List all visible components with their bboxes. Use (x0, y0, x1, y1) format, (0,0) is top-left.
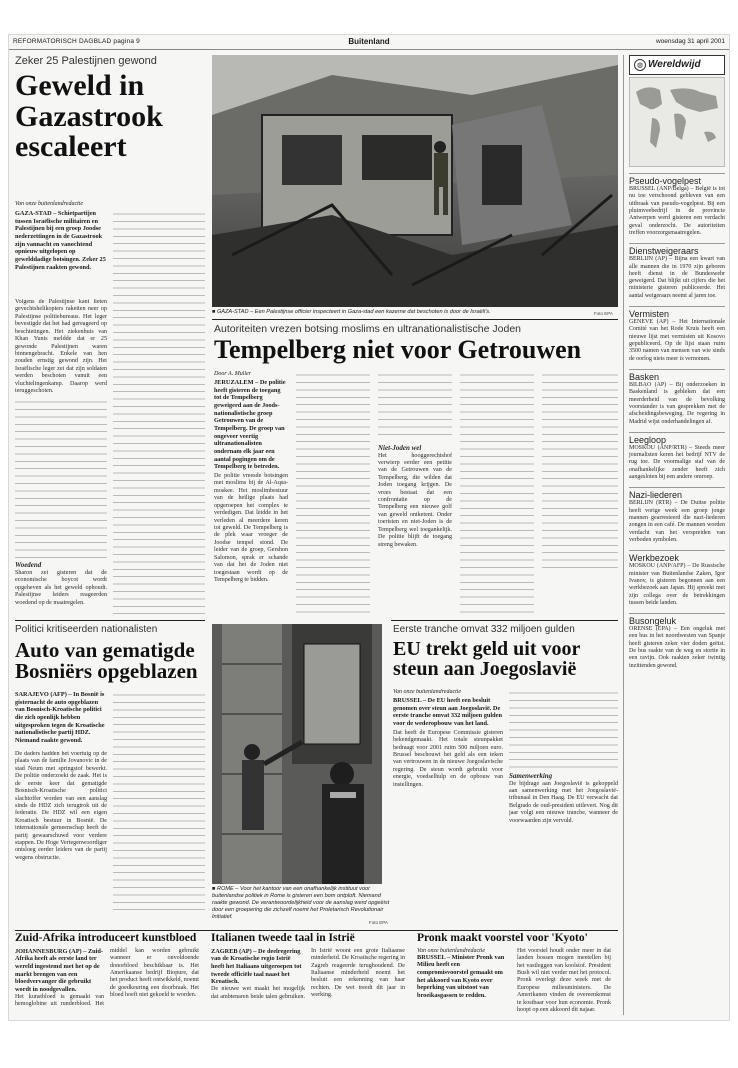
sidebar-item-text: GENEVE (AP) – Het Internationale Comité van het Rode Kruis heeft een nieuwe lijst met vermisten uit Kosovo gepubliceerd. Op de lijst staan ruim 3500 namen van mensen van wie sinds de oorlog niets meer is vernomen. (629, 319, 725, 362)
bottom-story-headline: Pronk maakt voorstel voor 'Kyoto' (417, 933, 588, 944)
story3-kicker: Politici kritiseerden nationalisten (15, 624, 158, 635)
square-bullet-icon: ■ (212, 309, 217, 315)
story4-lead: BRUSSEL – De EU heeft een besluit genomen over steun aan Joegoslavië. De eerste tranche omvat 332 miljoen gulden voor de wederopbouw van het land. (393, 697, 502, 728)
bottom-story-lead: JOHANNESBURG (AP) – Zuid-Afrika heeft als eerste land ter wereld ingestemd met het op de markt brengen van een bloedvervanger die gebruikt wordt in noodgevallen. (15, 947, 103, 994)
story2-columns (214, 371, 618, 614)
photo2-caption-text: ROME – Voor het kantoor van een onafhankelijk instituut voor buitenlandse politiek in Rome is gisteren een bom ontploft. Niemand raakte gewond. De verantwoordelijkheid voor de aanslag werd opgeëist door een groepering die zichzelf noemt het Proletarisch Revolutionair Initiatief. (212, 886, 390, 920)
story2-rule (212, 319, 618, 320)
bottom-rule (15, 930, 618, 931)
story4-kicker: Eerste tranche omvat 332 miljoen gulden (393, 624, 575, 635)
story2-headline: Tempelberg niet voor Getrouwen (214, 335, 582, 364)
story2-body2-text: Het hooggerechtshof verwierp eerder een petitie van de Getrouwen van de Tempelberg, die wilden dat Joden toegang krijgen. De vrees bestaat dat een confrontatie op de Tempelberg een nieuwe golf van geweld ontketent. Onder toeristen en niet-Joden is de Tempelberg wel toegankelijk. De politie blijft de toegang streng bewaken. (378, 452, 452, 548)
world-map (629, 77, 725, 167)
header-section: Buitenland (348, 37, 390, 46)
bottom-story-body: De nieuwe wet maakt het mogelijk dat ambtenaren beide talen gebruiken. In Istrië woont een grote Italiaanse minderheid. De Kroatische regering in Zagreb reageerde terughoudend. De Italiaanse minderheid noemt het besluit een erkenning van haar rechten. De wet treedt dit jaar in werking. (211, 947, 405, 1000)
story1-lead: GAZA-STAD – Schietpartijen tussen Israëlische militairen en Palestijnen bij een groep Joodse nederzettingen in de Gazastrook zijn vannacht en vanochtend opnieuw uitgelopen op gewelddadige botsingen. Zeker 25 Palestijnen raakten gewond. (15, 210, 106, 271)
sidebar-item-heading: Werkbezoek (629, 553, 679, 564)
story4-body2-text: De bijdrage aan Joegoslavië is gekoppeld aan samenwerking met het Joegoslavië-tribunaal in Den Haag. De EU verwacht dat Belgrado de oud-president uitlevert. Nog dit jaar volgt een nieuwe tranche, wanneer de voorwaarden zijn vervuld. (509, 780, 618, 824)
story1-text-placeholder (15, 398, 107, 558)
story2-kicker: Autoriteiten vrezen botsing moslims en ultranationalistische Joden (214, 323, 521, 335)
story4-byline: Van onze buitenlandredactie (393, 689, 462, 695)
story1-text-placeholder-2 (113, 210, 205, 614)
sidebar-divider (623, 55, 624, 1015)
story2-text-placeholder (378, 371, 452, 441)
story2-byline: Door A. Muller (214, 371, 252, 377)
sidebar-item-heading: Busongeluk (629, 616, 677, 627)
sidebar-item-heading: Basken (629, 371, 660, 382)
photo1-credit: Foto EPA (594, 311, 613, 316)
header-paper-name: REFORMATORISCH DAGBLAD pagina 9 (13, 38, 140, 45)
story2-column-2 (296, 371, 370, 614)
story1-body2-text: Sharon zei gisteren dat de economische boycot wordt opgeheven als het geweld ophoudt. Palestijnse leiders reageerden woedend op de maatregelen. (15, 570, 107, 606)
photo-gaza-image (212, 55, 618, 307)
sidebar-title: Wereldwijd (648, 59, 701, 70)
sidebar-item-heading: Dienstweigeraars (629, 246, 699, 257)
story1-body-text: Volgens de Palestijnse kant lieten gevechtshelikopters raketten neer op Palestijnse politiebureaus. Het leger bevestigde dat het had gereageerd op beschietingen. Het ziekenhuis van Khan Yunis meldde dat er 25 gewonde Palestijnen waren binnengebracht. Enkele van hen zouden ernstig gewond zijn. Het Israëlische leger zei dat zijn soldaten werden beschoten vanuit een vluchtelingenkamp. Daarop werd teruggeschoten. (15, 299, 107, 395)
photo2-caption (212, 886, 392, 926)
story3-column-2 (113, 691, 205, 911)
story4-rule (391, 620, 618, 621)
story2-lead: JERUZALEM – De politie heeft gisteren de toegang tot de Tempelberg geweigerd aan de Joods-nationalistische groep Getrouwen van de Tempelberg. De groep van ongeveer veertig ultranationalisten ondernam elk jaar een aantal pogingen om de Tempelberg te betreden. (214, 379, 286, 471)
sidebar-item-heading: Vermisten (629, 309, 670, 320)
bottom-story-columns (417, 948, 611, 1015)
story2-column-5 (542, 371, 618, 571)
bottom-story-headline: Italianen tweede taal in Istrië (211, 933, 355, 944)
sidebar-list (629, 173, 725, 670)
story1-column-2 (113, 210, 205, 614)
newspaper-page (9, 35, 729, 1020)
photo1-caption (212, 309, 602, 316)
sidebar-item (629, 550, 725, 607)
story2-subhead: Niet-Joden wel (378, 444, 422, 452)
story4-subhead: Samenwerking (509, 772, 553, 780)
bottom-story (15, 933, 199, 1015)
bottom-story-byline: Van onze buitenlandredactie (417, 947, 486, 954)
photo1-caption-text: GAZA-STAD – Een Palestijnse officier inspecteert in Gaza-stad een kazerne dat beschoten is door de Israëli's. (216, 309, 491, 315)
sidebar-item-text: MOSKOU (ANP/RTR) – Steeds meer journalisten keren het bedrijf NTV de rug toe. De voormalige staf van de onafhankelijke zender heeft zich aangesloten bij een andere omroep. (629, 444, 725, 481)
sidebar-item-text: BRUSSEL (ANP/Belga) – België is tot nu toe verschoond gebleven van een uitbraak van pseudo-vogelpest. Bij een pluimveebedrijf in de provincie Antwerpen werd gisteren een verdacht geval onderzocht. De autoriteiten treffen voorzorgsmaatregelen. (629, 186, 725, 236)
sidebar-item-text: BERLIJN (RTR) – De Duitse politie heeft vorige week een groep jonge mannen gearresteerd die nazi-liederen zongen in een café. De mannen worden verdacht van het verspreiden van verboden symbolen. (629, 500, 725, 543)
story2-column-4 (460, 371, 534, 614)
sidebar-item-heading: Nazi-liederen (629, 490, 683, 501)
world-map-image (630, 78, 725, 166)
story1-kicker: Zeker 25 Palestijnen gewond (15, 55, 157, 67)
story2-body: De politie vreesde botsingen met moslims bij de Al-Aqsa-moskee. Het moslimbestuur van de heilige plaats had opgeroepen het complex te verdedigen. Dat leidde in het verleden al meerdere keren tot geweld. De Tempelberg is de plek waar vroeger de Joodse tempel stond. De leider van de groep, Gershon Salomon, sprak er schande van dat het de Joden niet toegestaan wordt op de Tempelberg te bidden. (214, 473, 288, 583)
bottom-story-body: Het kunstbloed is gemaakt van hemoglobine uit runderbloed. Het middel kan worden gebruikt wanneer er onvoldoende donorbloed beschikbaar is. Het Amerikaanse bedrijf Biopure, dat het product heeft ontwikkeld, noemt de goedkeuring een doorbraak. Het bloed hoeft niet gekoeld te worden. (15, 947, 199, 1008)
sidebar-item (629, 487, 725, 544)
story4-text-placeholder (509, 689, 618, 769)
story3-lead: SARAJEVO (AFP) – In Bosnië is gisternacht de auto opgeblazen van Bosnisch-Kroatische politici die zich openlijk hebben uitgesproken tegen de Kroatische nationalistische partij HDZ. Niemand raakte gewond. (15, 691, 105, 745)
story1-byline: Van onze buitenlandredactie (15, 201, 84, 207)
sidebar-item-text: BERLIJN (AP) – Bijna een kwart van alle mannen die in 1970 zijn geboren heeft dienst in de Bundeswehr geweigerd. Dat blijkt uit cijfers die het ministerie gisteren publiceerde. Het aantal weigeraars neemt al jaren toe. (629, 256, 725, 299)
bottom-story-lead: BRUSSEL – Minister Pronk van Milieu heeft een compromisvoorstel gemaakt om het akkoord van Kyoto over beperking van uitstoot van broeikasgassen te redden. (417, 953, 505, 1000)
bottom-stories (15, 933, 618, 1015)
story4-body: Dat heeft de Europese Commissie gisteren bekendgemaakt. Het totale steunpakket bedraagt voor 2001 ruim 500 miljoen euro. Brussel beschouwt het geld als een teken van vertrouwen in de nieuwe Joegoslavische regering. De steun wordt gebruikt voor energie, voedselhulp en de opbouw van instellingen. (393, 729, 503, 788)
globe-icon: ◍ (634, 59, 646, 71)
sidebar-item (629, 243, 725, 300)
story1-subhead: Woedend (15, 561, 42, 570)
story3-body: De daders hadden het voertuig op de plaats van de familie Jovanovic in de stad Neum met springstof bewerkt. De politie onderzoekt de zaak. Het is de eerste keer dat gematigde Bosnisch-Kroatische politici slachtoffer worden van een aanslag sinds de HDZ zich terugtrok uit de federatie. De HDZ wil een eigen Kroatisch bestuur in Bosnië. De internationale gemeenschap heeft de partij gewaarschuwd voor verdere stappen. De Hoge Vertegenwoordiger ontsloeg eerder leiders van de partij wegens obstructie. (15, 751, 107, 861)
bottom-story-lead: ZAGREB (AP) – De deelregering van de Kroatische regio Istrië heeft het Italiaans uitgeroepen tot tweede officiële taal naast het Kroatisch. (211, 947, 302, 986)
page-header (9, 35, 729, 50)
photo-rome-image (212, 624, 382, 884)
sidebar-item (629, 306, 725, 363)
sidebar-item (629, 173, 725, 237)
bottom-story-columns (15, 948, 199, 1009)
sidebar-item-text: BILBAO (AP) – Bij onderzoeken in Baskenland is gebleken dat een meerderheid van de bevolking voorstander is van gesprekken met de afscheidingsbeweging. De regering in Madrid wijst onderhandelingen af. (629, 381, 725, 425)
sidebar-item (629, 369, 725, 426)
bottom-story-columns (211, 948, 405, 1001)
story1-body (15, 299, 107, 614)
bottom-story-headline: Zuid-Afrika introduceert kunstbloed (15, 933, 197, 944)
photo-gaza-barracks (212, 55, 618, 307)
square-bullet-icon: ■ (212, 886, 217, 892)
sidebar-item-text: MOSKOU (ANP/AFP) – De Russische minister van Buitenlandse Zaken, Igor Ivanov, is gisteren begonnen aan een werkbezoek aan Japan. Hij spreekt met zijn collega over de betrekkingen tussen beide landen. (629, 563, 725, 606)
story2-column-3 (378, 371, 452, 614)
story4-column-1 (393, 689, 503, 924)
story1-headline: Geweld in Gazastrook escaleert (15, 69, 163, 164)
story3-rule (15, 620, 205, 621)
story2-column-1 (214, 371, 288, 614)
header-date: woensdag 31 april 2001 (655, 38, 725, 45)
bottom-story-body: Het voorstel houdt onder meer in dat landen bossen mogen meetellen bij het vastleggen van koolstof. President Bush wil niet verder met het protocol. Pronk overlegt deze week met de Europese milieuministers. De Amerikanen vinden de overeenkomst te kostbaar voor hun economie. Pronk hoopt op een akkoord dit najaar. (517, 947, 611, 1014)
sidebar-item-heading: Pseudo-vogelpest (629, 176, 702, 186)
sidebar-item (629, 613, 725, 670)
photo2-credit: Foto EPA (369, 920, 388, 925)
sidebar-wereldwijd (629, 55, 725, 1015)
sidebar-item (629, 432, 725, 482)
bottom-story (417, 933, 611, 1015)
sidebar-item-heading: Leegloop (629, 434, 667, 445)
story3-headline: Auto van gematigde Bosniërs opgeblazen (15, 638, 198, 684)
sidebar-title-box (629, 55, 725, 75)
story4-column-2 (509, 689, 618, 924)
photo-rome-bomb (212, 624, 382, 884)
bottom-story (211, 933, 405, 1015)
sidebar-item-text: ORENSE (EPA) – Een ongeluk met een bus in het noordwesten van Spanje heeft gisteren zeker vier doden geëist. De bus raakte van de weg en stortte in een ravijn. Ook raakten zeker twintig inzittenden gewond. (629, 626, 725, 669)
story4-headline: EU trekt geld uit voor steun aan Joegoslavië (393, 638, 581, 681)
